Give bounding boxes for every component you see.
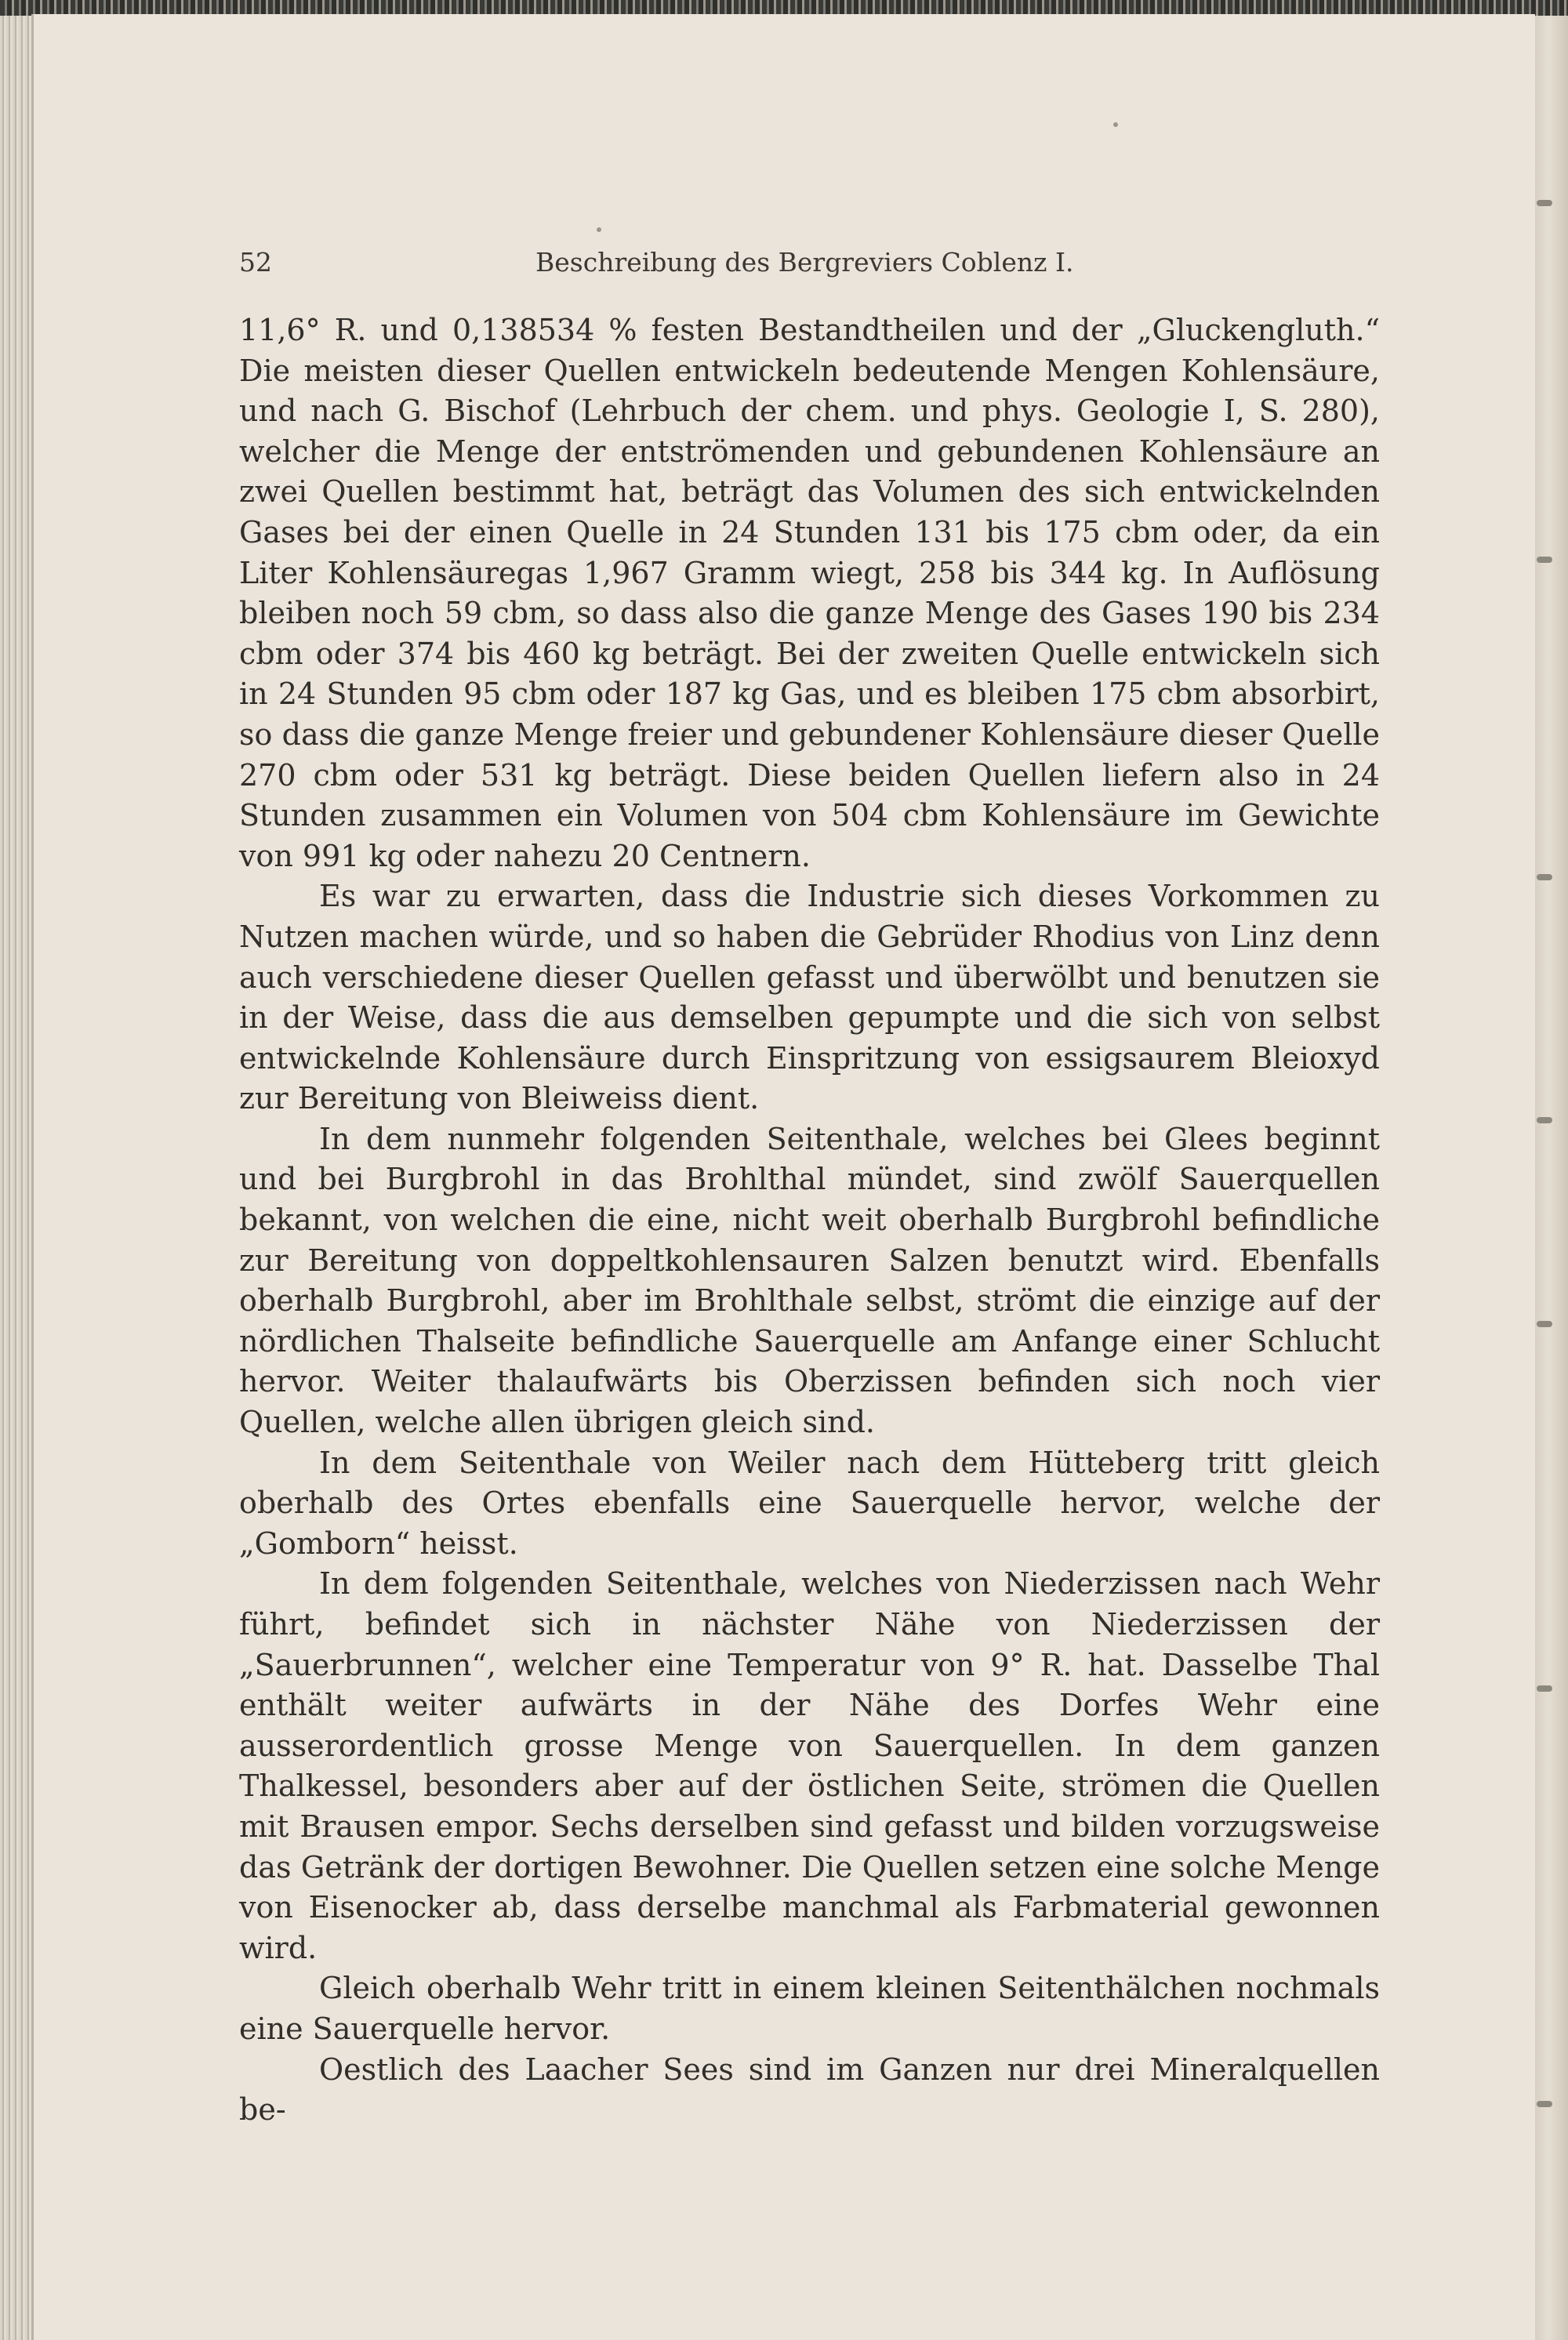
- running-header: [239, 247, 1074, 281]
- book-left-edge: [0, 16, 31, 2340]
- running-title: Beschreibung des Bergreviers Coblenz I.: [535, 247, 1074, 278]
- page-edge-mark: [1537, 2101, 1552, 2107]
- page-number: 52: [239, 247, 272, 278]
- paragraph: In dem folgenden Seitenthale, welches von Niederzissen nach Wehr führt, befindet sich in nächster Nähe von Niederzissen der „Sauerbrunnen“, welcher eine Temperatur von 9° R. hat. Dasselbe Thal enthält weiter aufwärts in der Nähe des Dorfes Wehr eine ausserordentlich grosse Menge von Sauerquellen. In dem ganzen Thalkessel, besonders aber auf der östlichen Seite, strömen die Quellen mit Brausen empor. Sechs derselben sind gefasst und bilden vorzugsweise das Getränk der dortigen Bewohner. Die Quellen setzen eine solche Menge von Eisenocker ab, dass derselbe manchmal als Farbmaterial gewonnen wird.: [239, 1566, 1380, 1965]
- page-edge-mark: [1537, 1685, 1552, 1692]
- page-edge-mark: [1537, 200, 1552, 206]
- paragraph: Oestlich des Laacher Sees sind im Ganzen nur drei Mineralquellen be-: [239, 2052, 1380, 2128]
- paragraph: In dem Seitenthale von Weiler nach dem Hütteberg tritt gleich oberhalb des Ortes ebenfalls eine Sauerquelle hervor, welche der „Gomborn“ heisst.: [239, 1445, 1380, 1561]
- paragraph: In dem nunmehr folgenden Seitenthale, welches bei Glees beginnt und bei Burgbrohl in das Brohlthal mündet, sind zwölf Sauerquellen bekannt, von welchen die eine, nicht weit oberhalb Burgbrohl befindliche zur Bereitung von doppeltkohlensauren Salzen benutzt wird. Ebenfalls oberhalb Burgbrohl, aber im Brohlthale selbst, strömt die einzige auf der nördlichen Thalseite befindliche Sauerquelle am Anfange einer Schlucht hervor. Weiter thalaufwärts bis Oberzissen befinden sich noch vier Quellen, welche allen übrigen gleich sind.: [239, 1121, 1380, 1440]
- page-edge-mark: [1537, 557, 1552, 563]
- paragraph: 11,6° R. und 0,138534 % festen Bestandtheilen und der „Gluckengluth.“ Die meisten dieser Quellen entwickeln bedeutende Mengen Kohlensäure, und nach G. Bischof (Lehrbuch der chem. und phys. Geologie I, S. 280), welcher die Menge der entströmenden und gebundenen Kohlensäure an zwei Quellen bestimmt hat, beträgt das Volumen des sich entwickelnden Gases bei der einen Quelle in 24 Stunden 131 bis 175 cbm oder, da ein Liter Kohlensäuregas 1,967 Gramm wiegt, 258 bis 344 kg. In Auflösung bleiben noch 59 cbm, so dass also die ganze Menge des Gases 190 bis 234 cbm oder 374 bis 460 kg beträgt. Bei der zweiten Quelle entwickeln sich in 24 Stunden 95 cbm oder 187 kg Gas, und es bleiben 175 cbm absorbirt, so dass die ganze Menge freier und gebundener Kohlensäure dieser Quelle 270 cbm oder 531 kg beträgt. Diese beiden Quellen liefern also in 24 Stunden zusammen ein Volumen von 504 cbm Kohlensäure im Gewichte von 991 kg oder nahezu 20 Centnern.: [239, 313, 1380, 873]
- paper-speck: [1113, 122, 1118, 127]
- book-top-edge: [0, 0, 1568, 16]
- page-edge-mark: [1537, 1117, 1552, 1123]
- page-edge-mark: [1537, 1321, 1552, 1327]
- page-edge-mark: [1537, 874, 1552, 880]
- paragraph: Gleich oberhalb Wehr tritt in einem kleinen Seitenthälchen nochmals eine Sauerquelle hervor.: [239, 1971, 1380, 2046]
- body-text: [239, 310, 1380, 2131]
- paper-speck: [597, 227, 601, 232]
- book-right-edge: [1533, 16, 1568, 2340]
- paragraph: Es war zu erwarten, dass die Industrie sich dieses Vorkommen zu Nutzen machen würde, und so haben die Gebrüder Rhodius von Linz denn auch verschiedene dieser Quellen gefasst und überwölbt und benutzen sie in der Weise, dass die aus demselben gepumpte und die sich von selbst entwickelnde Kohlensäure durch Einspritzung von essigsaurem Bleioxyd zur Bereitung von Bleiweiss dient.: [239, 879, 1380, 1116]
